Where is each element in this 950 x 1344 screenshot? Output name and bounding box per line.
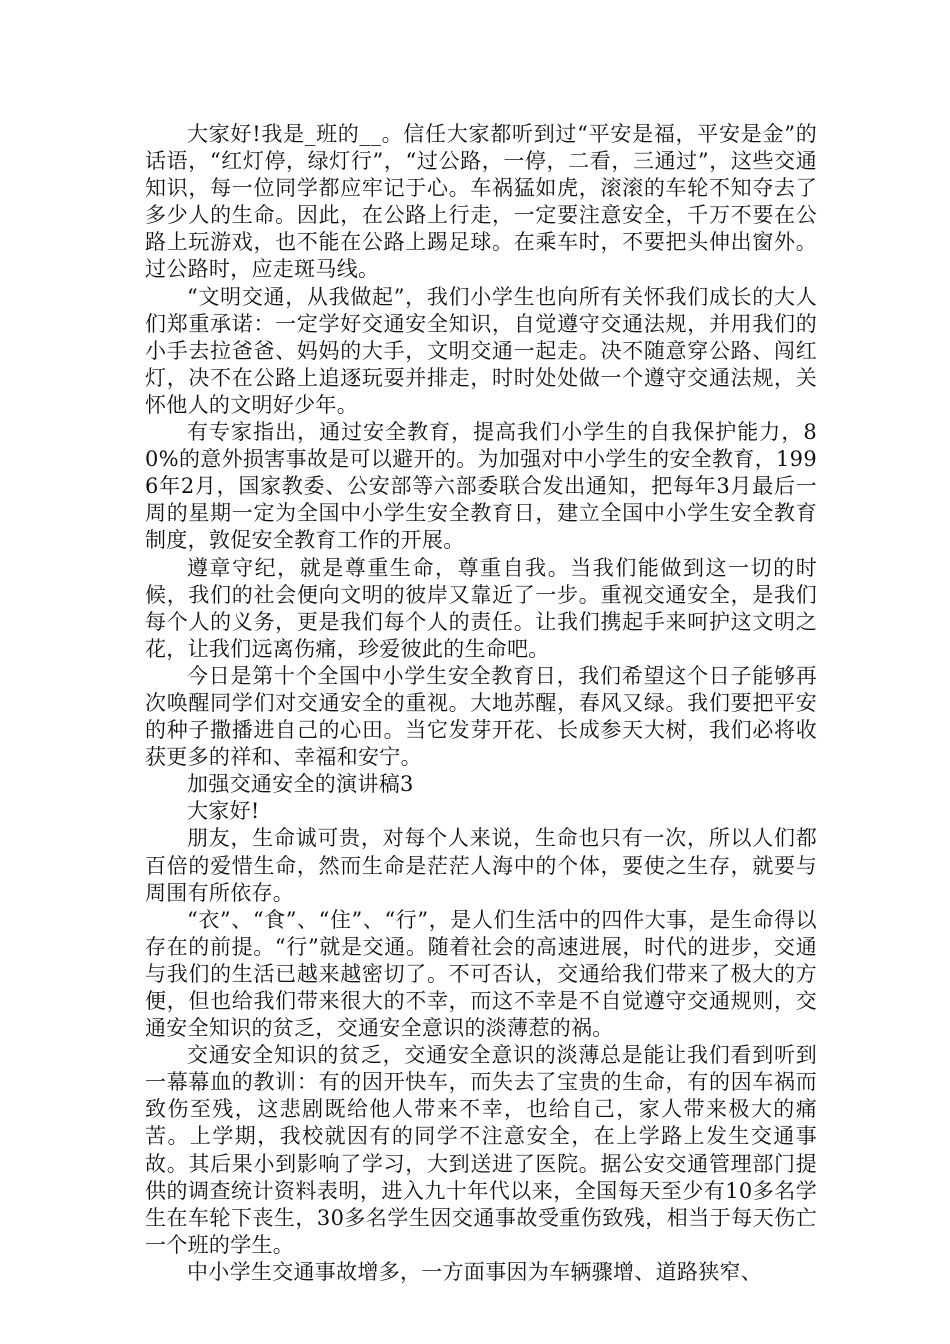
paragraph-5: 今日是第十个全国中小学生安全教育日，我们希望这个日子能够再次唤醒同学们对交通安全的重视。大地苏醒，春风又绿。我们要把平安的种子撒播进自己的心田。当它发芽开花、长成参天大树，我们必将收获更多的祥和、幸福和安宁。 bbox=[145, 663, 817, 770]
document-body bbox=[145, 121, 817, 1286]
section-heading: 加强交通安全的演讲稿3 bbox=[187, 772, 414, 797]
greeting: 大家好! bbox=[187, 799, 260, 824]
paragraph-9: 中小学生交通事故增多，一方面事因为车辆骤增、道路狭窄、 bbox=[187, 1259, 763, 1284]
paragraph-8: 交通安全知识的贫乏，交通安全意识的淡薄总是能让我们看到听到一幕幕血的教训：有的因开快车，而失去了宝贵的生命，有的因车祸而致伤至残，这悲剧既给他人带来不幸，也给自己，家人带来极大的痛苦。上学期，我校就因有的同学不注意安全，在上学路上发生交通事故。其后果小到影响了学习，大到送进了医院。据公安交通管理部门提供的调查统计资料表明，进入九十年代以来，全国每天至少有10多名学生在车轮下丧生，30多名学生因交通事故受重伤致残，相当于每天伤亡一个班的学生。 bbox=[145, 1043, 817, 1257]
paragraph-7: “衣”、“食”、“住”、“行”，是人们生活中的四件大事，是生命得以存在的前提。“行”就是交通。随着社会的高速进展，时代的进步，交通与我们的生活已越来越密切了。不可否认，交通给我们带来了极大的方便，但也给我们带来很大的不幸，而这不幸是不自觉遵守交通规则，交通安全知识的贫乏，交通安全意识的淡薄惹的祸。 bbox=[145, 907, 817, 1041]
paragraph-6: 朋友，生命诚可贵，对每个人来说，生命也只有一次，所以人们都百倍的爱惜生命，然而生命是茫茫人海中的个体，要使之生存，就要与周围有所依存。 bbox=[145, 826, 817, 905]
paragraph-1: 大家好!我是_班的__。信任大家都听到过“平安是福，平安是金”的话语，“红灯停，绿灯行”，“过公路，一停，二看，三通过”，这些交通知识，每一位同学都应牢记于心。车祸猛如虎，滚滚的车轮不知夺去了多少人的生命。因此，在公路上行走，一定要注意安全，千万不要在公路上玩游戏，也不能在公路上踢足球。在乘车时，不要把头伸出窗外。过公路时，应走斑马线。 bbox=[145, 122, 817, 282]
paragraph-3: 有专家指出，通过安全教育，提高我们小学生的自我保护能力，80%的意外损害事故是可以避开的。为加强对中小学生的安全教育，1996年2月，国家教委、公安部等六部委联合发出通知，把每年3月最后一周的星期一定为全国中小学生安全教育日，建立全国中小学生安全教育制度，敦促安全教育工作的开展。 bbox=[145, 420, 817, 553]
paragraph-4: 遵章守纪，就是尊重生命，尊重自我。当我们能做到这一切的时候，我们的社会便向文明的彼岸又靠近了一步。重视交通安全，是我们每个人的义务，更是我们每个人的责任。让我们携起手来呵护这文明之花，让我们远离伤痛，珍爱彼此的生命吧。 bbox=[145, 555, 817, 661]
paragraph-2: “文明交通，从我做起”，我们小学生也向所有关怀我们成长的大人们郑重承诺：一定学好交通安全知识，自觉遵守交通法规，并用我们的小手去拉爸爸、妈妈的大手，文明交通一起走。决不随意穿公路、闯红灯，决不在公路上追逐玩耍并排走，时时处处做一个遵守交通法规，关怀他人的文明好少年。 bbox=[145, 284, 817, 417]
